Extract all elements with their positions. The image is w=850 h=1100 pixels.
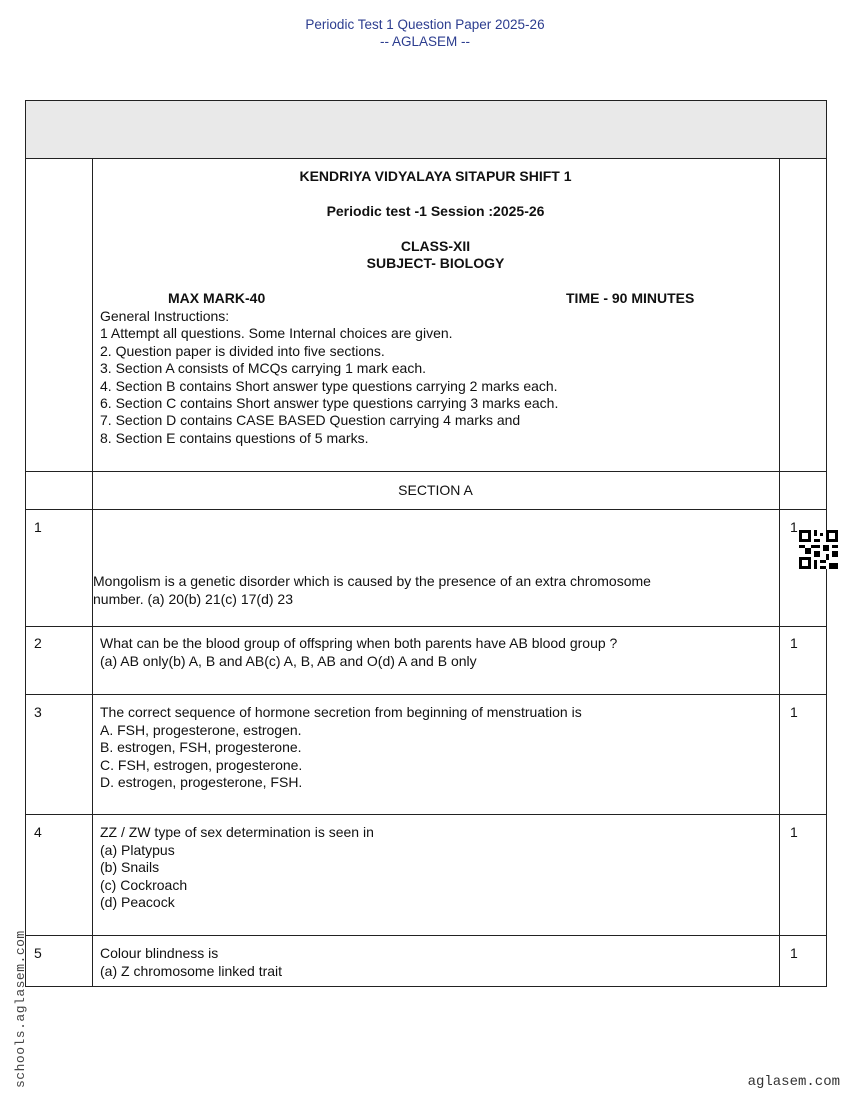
question-number: 4 bbox=[34, 824, 42, 840]
row-divider bbox=[26, 935, 826, 936]
row-divider bbox=[26, 626, 826, 627]
instruction-item: 8. Section E contains questions of 5 marks. bbox=[100, 429, 369, 446]
time-limit: TIME - 90 MINUTES bbox=[566, 290, 695, 306]
option-text: B. estrogen, FSH, progesterone. bbox=[100, 739, 302, 755]
section-a-title: SECTION A bbox=[398, 482, 473, 498]
column-divider-right bbox=[779, 158, 780, 986]
footer-watermark: aglasem.com bbox=[747, 1074, 840, 1090]
row-divider bbox=[26, 471, 826, 472]
subject-label: SUBJECT- BIOLOGY bbox=[366, 255, 505, 271]
class-label: CLASS-XII bbox=[400, 238, 471, 254]
question-text: number. (a) 20(b) 21(c) 17(d) 23 bbox=[93, 591, 293, 607]
instruction-item: 2. Question paper is divided into five sections. bbox=[100, 342, 385, 359]
general-instructions bbox=[100, 308, 558, 447]
question-text: Mongolism is a genetic disorder which is caused by the presence of an extra chromosome bbox=[93, 573, 651, 589]
side-watermark: schools.aglasem.com bbox=[13, 930, 28, 1088]
question-text: (a) AB only(b) A, B and AB(c) A, B, AB and O(d) A and B only bbox=[100, 653, 477, 669]
question-marks: 1 bbox=[790, 519, 798, 535]
school-name: KENDRIYA VIDYALAYA SITAPUR SHIFT 1 bbox=[299, 168, 572, 184]
header-title: Periodic Test 1 Question Paper 2025-26 bbox=[305, 17, 545, 32]
question-number: 5 bbox=[34, 945, 42, 961]
instruction-item: 7. Section D contains CASE BASED Question carrying 4 marks and bbox=[100, 412, 521, 429]
question-text: The correct sequence of hormone secretion from beginning of menstruation is bbox=[100, 704, 582, 720]
question-text: ZZ / ZW type of sex determination is seen in bbox=[100, 824, 374, 840]
instruction-item: 4. Section B contains Short answer type questions carrying 2 marks each. bbox=[100, 377, 558, 394]
question-text: What can be the blood group of offspring when both parents have AB blood group ? bbox=[100, 635, 618, 651]
instruction-item: 3. Section A consists of MCQs carrying 1 mark each. bbox=[100, 360, 427, 377]
qr-code-icon bbox=[799, 530, 838, 569]
instruction-item: 1 Attempt all questions. Some Internal choices are given. bbox=[100, 325, 453, 342]
table-header-band bbox=[26, 101, 826, 159]
option-text: D. estrogen, progesterone, FSH. bbox=[100, 774, 303, 790]
row-divider bbox=[26, 814, 826, 815]
question-number: 1 bbox=[34, 519, 42, 535]
question-table bbox=[25, 100, 827, 987]
question-marks: 1 bbox=[790, 824, 798, 840]
option-text: (a) Platypus bbox=[100, 842, 175, 858]
column-divider-left bbox=[92, 158, 93, 986]
option-text: (b) Snails bbox=[100, 859, 160, 875]
option-text: (a) Z chromosome linked trait bbox=[100, 963, 283, 979]
question-marks: 1 bbox=[790, 945, 798, 961]
header-brand: -- AGLASEM -- bbox=[379, 34, 470, 49]
instruction-item: 6. Section C contains Short answer type questions carrying 3 marks each. bbox=[100, 395, 559, 412]
row-divider bbox=[26, 694, 826, 695]
session-title: Periodic test -1 Session :2025-26 bbox=[326, 203, 545, 219]
max-mark: MAX MARK-40 bbox=[168, 290, 266, 306]
question-text: Colour blindness is bbox=[100, 945, 219, 961]
option-text: C. FSH, estrogen, progesterone. bbox=[100, 757, 303, 773]
instructions-title: General Instructions: bbox=[100, 308, 230, 324]
row-divider bbox=[26, 509, 826, 510]
question-number: 3 bbox=[34, 704, 42, 720]
option-text: (c) Cockroach bbox=[100, 877, 188, 893]
question-marks: 1 bbox=[790, 704, 798, 720]
question-marks: 1 bbox=[790, 635, 798, 651]
question-number: 2 bbox=[34, 635, 42, 651]
option-text: A. FSH, progesterone, estrogen. bbox=[100, 722, 302, 738]
option-text: (d) Peacock bbox=[100, 894, 175, 910]
